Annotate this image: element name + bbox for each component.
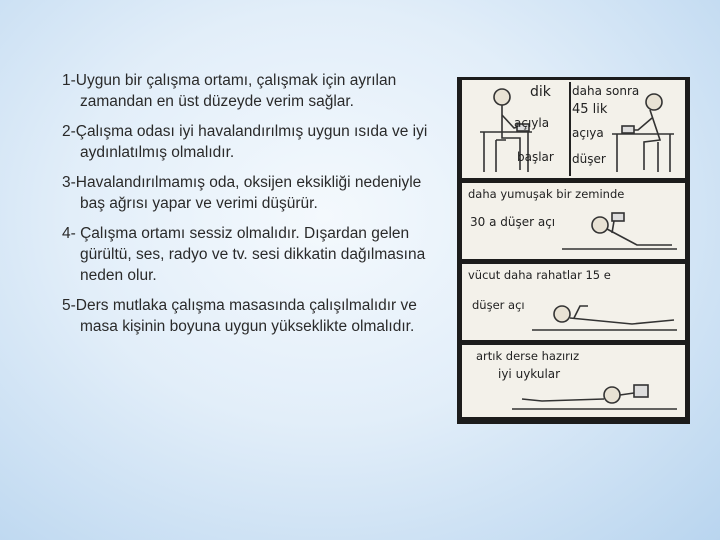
panel1-label-daha-sonra: daha sonra <box>572 84 640 98</box>
comic-panel-3 <box>462 264 685 340</box>
panel2-caption: daha yumuşak bir zeminde <box>468 187 625 201</box>
panel4-good-night: iyi uykular <box>498 367 561 381</box>
comic-panel-1 <box>462 80 685 178</box>
panel1-label-dik: dik <box>530 84 551 100</box>
rules-list <box>62 70 447 346</box>
rule-4: 4- Çalışma ortamı sessiz olmalıdır. Dışardan gelen gürültü, ses, radyo ve tv. sesi dikkatin dağılmasına neden olur. <box>62 225 426 284</box>
panel1-label-aciya: açıya <box>572 126 604 140</box>
panel1-label-aciyla: açıyla <box>514 116 550 130</box>
panel2-angle-label: 30 a düşer açı <box>470 215 556 229</box>
rule-5: 5-Ders mutlaka çalışma masasında çalışılmalıdır ve masa kişinin boyuna uygun yükseklikte olmalıdır. <box>62 297 417 335</box>
panel3-angle-label: düşer açı <box>472 298 525 312</box>
panel1-label-duser: düşer <box>572 152 606 166</box>
panel3-caption: vücut daha rahatlar 15 e <box>468 268 611 282</box>
rule-2: 2-Çalışma odası iyi havalandırılmış uygun ısıda ve iyi aydınlatılmış olmalıdır. <box>62 123 428 161</box>
rule-3: 3-Havalandırılmamış oda, oksijen eksikliği nedeniyle baş ağrısı yapar ve verimi düşürür. <box>62 174 422 212</box>
study-posture-comic <box>457 77 690 424</box>
panel1-label-45-lik: 45 lik <box>572 102 608 117</box>
comic-panel-4 <box>462 345 685 417</box>
rule-1: 1-Uygun bir çalışma ortamı, çalışmak için ayrılan zamandan en üst düzeyde verim sağlar. <box>62 72 397 110</box>
panel4-caption: artık derse hazırız <box>476 349 580 363</box>
panel1-label-baslar: başlar <box>517 150 554 164</box>
comic-panel-2 <box>462 183 685 259</box>
